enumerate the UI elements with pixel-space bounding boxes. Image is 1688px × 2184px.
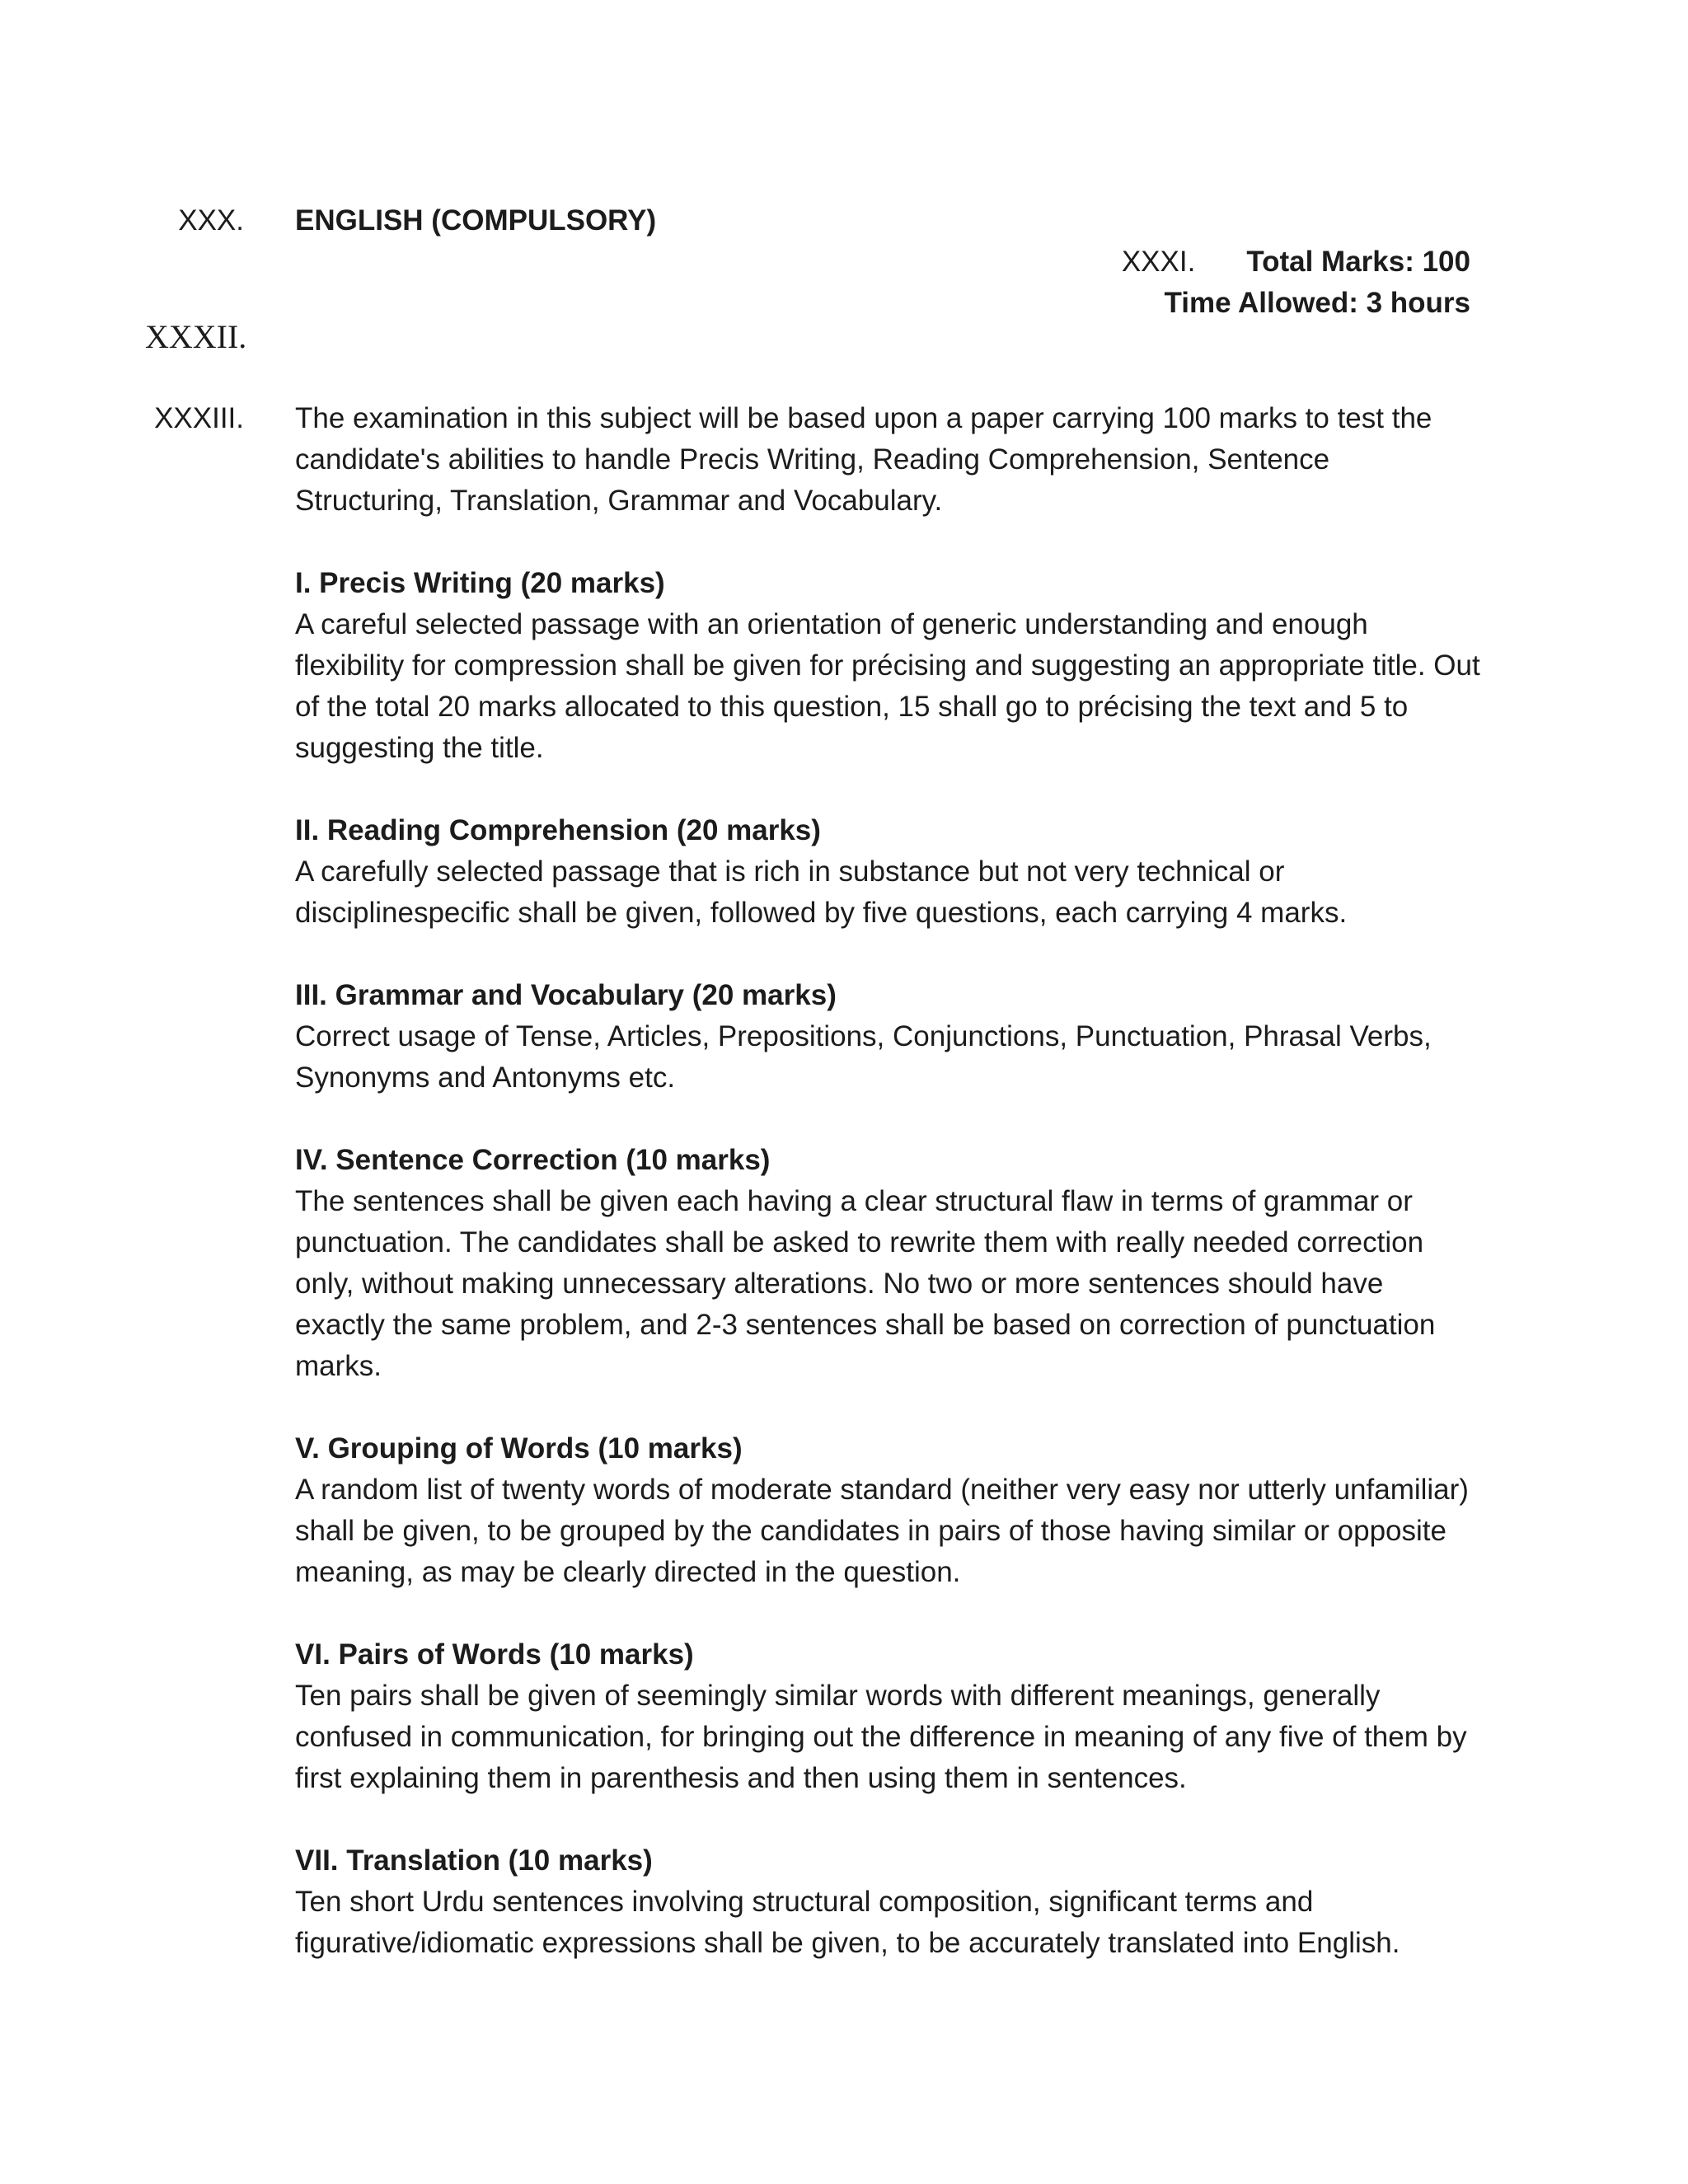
section-line: disciplinespecific shall be given, followed by five questions, each carrying 4 marks. [295, 897, 1348, 929]
section-line: confused in communication, for bringing out the difference in meaning of any five of them by [295, 1721, 1467, 1753]
section-heading: IV. Sentence Correction (10 marks) [295, 1144, 771, 1176]
intro-line: candidate's abilities to handle Precis Writing, Reading Comprehension, Sentence [295, 443, 1330, 476]
section-line: Synonyms and Antonyms etc. [295, 1062, 676, 1094]
section-line: exactly the same problem, and 2-3 sentences shall be based on correction of punctuation [295, 1309, 1436, 1341]
section-line: A carefully selected passage that is rich in substance but not very technical or [295, 855, 1285, 888]
section-line: A random list of twenty words of moderate standard (neither very easy nor utterly unfamiliar) [295, 1474, 1469, 1506]
section-heading: II. Reading Comprehension (20 marks) [295, 814, 821, 846]
marks-block [1122, 241, 1470, 324]
item-xxxii-numeral: XXXII. [145, 318, 247, 355]
section-line: The sentences shall be given each having a clear structural flaw in terms of grammar or [295, 1185, 1413, 1217]
item-xxxi-numeral: XXXI. [1121, 246, 1196, 278]
intro-line: The examination in this subject will be based upon a paper carrying 100 marks to test the [295, 402, 1432, 434]
section-line: meaning, as may be clearly directed in the question. [295, 1556, 961, 1588]
item-xxxiii-numeral: XXXIII. [154, 402, 244, 434]
section-heading: I. Precis Writing (20 marks) [295, 567, 665, 599]
section-heading: V. Grouping of Words (10 marks) [295, 1432, 743, 1465]
section-pairs-of-words [295, 1634, 1482, 1799]
section-line: A careful selected passage with an orientation of generic understanding and enough [295, 608, 1368, 640]
section-grammar-vocabulary [295, 975, 1482, 1099]
section-line: punctuation. The candidates shall be asked to rewrite them with really needed correction [295, 1226, 1424, 1258]
section-line: Ten short Urdu sentences involving structural composition, significant terms and [295, 1886, 1314, 1918]
section-line: Ten pairs shall be given of seemingly similar words with different meanings, generally [295, 1680, 1381, 1712]
section-heading: III. Grammar and Vocabulary (20 marks) [295, 979, 837, 1011]
section-translation [295, 1840, 1482, 1964]
section-precis-writing [295, 563, 1482, 769]
item-xxx-numeral: XXX. [178, 204, 244, 237]
time-allowed: Time Allowed: 3 hours [1164, 287, 1470, 319]
section-line: Correct usage of Tense, Articles, Prepositions, Conjunctions, Punctuation, Phrasal Verbs, [295, 1020, 1432, 1052]
section-line: first explaining them in parenthesis and then using them in sentences. [295, 1762, 1187, 1794]
section-line: only, without making unnecessary alterations. No two or more sentences should have [295, 1268, 1384, 1300]
section-line: of the total 20 marks allocated to this question, 15 shall go to précising the text and 5 to [295, 691, 1409, 723]
section-line: marks. [295, 1350, 382, 1382]
section-line: suggesting the title. [295, 732, 544, 764]
total-marks-row [1122, 241, 1470, 283]
intro-line: Structuring, Translation, Grammar and Vocabulary. [295, 485, 943, 517]
section-sentence-correction [295, 1140, 1482, 1387]
intro-paragraph [295, 398, 1482, 522]
section-heading: VII. Translation (10 marks) [295, 1844, 653, 1877]
section-line: flexibility for compression shall be given for précising and suggesting an appropriate title. Out [295, 649, 1480, 682]
section-grouping-of-words [295, 1428, 1482, 1593]
section-heading: VI. Pairs of Words (10 marks) [295, 1638, 694, 1671]
section-reading-comprehension [295, 810, 1482, 934]
total-marks: Total Marks: 100 [1246, 246, 1470, 278]
document-title: ENGLISH (COMPULSORY) [295, 204, 657, 237]
section-line: shall be given, to be grouped by the candidates in pairs of those having similar or opposite [295, 1515, 1447, 1547]
syllabus-body [295, 398, 1482, 2005]
section-line: figurative/idiomatic expressions shall be given, to be accurately translated into English. [295, 1927, 1400, 1959]
